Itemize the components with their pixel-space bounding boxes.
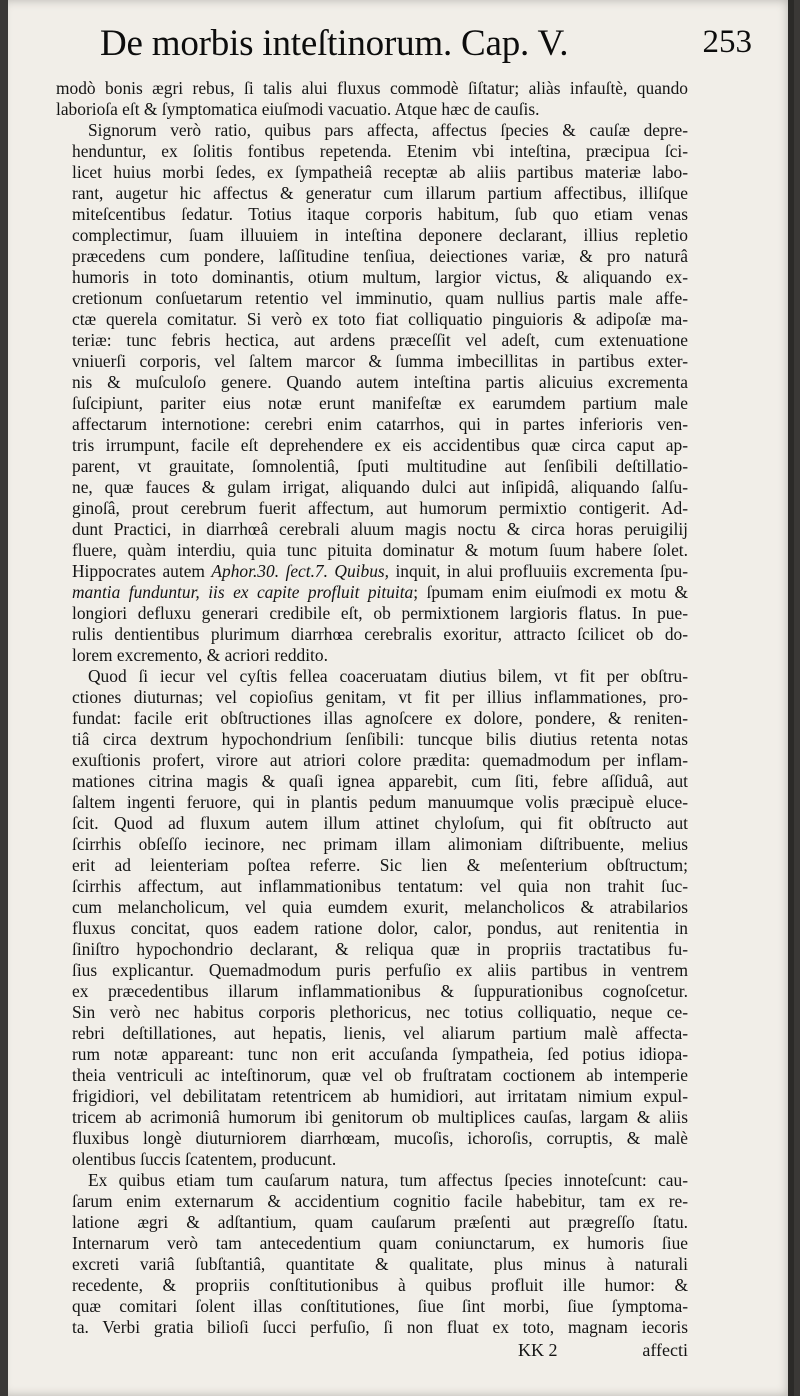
text-line: ſcit. Quod ad fluxum autem illum attinet chyloſum, qui fit obſtructo aut	[72, 813, 688, 833]
page-number: 253	[702, 24, 752, 60]
running-title: De morbis inteſtinorum. Cap. V.	[100, 23, 569, 64]
text-line: ex præcedentibus illarum inflammationibus & ſuppurationibus cognoſcetur.	[72, 981, 688, 1001]
body-text	[56, 78, 688, 1338]
text-line: fundat: facile erit obſtructiones illas agnoſcere ex dolore, pondere, & reniten-	[72, 708, 688, 728]
text-line: latione ægri & adſtantium, quam cauſarum præſenti aut prægreſſo ſtatu.	[72, 1212, 688, 1232]
text-line: Sin verò nec habitus corporis plethoricus, nec totius colliquatio, neque ce-	[72, 1002, 688, 1022]
text-line: Quod ſi iecur vel cyſtis fellea coaceruatam diutius bilem, vt fit per obſtru-	[88, 666, 688, 686]
text-line: tiâ circa dextrum hypochondrium ſenſibili: tuncque bilis diutius retenta notas	[72, 729, 688, 749]
text-line: parent, vt grauitate, ſomnolentiâ, ſputi multitudine aut ſenſibili deſtillatio-	[72, 456, 688, 476]
text-line: frigidiori, vel debilitatam retentricem ab humidiori, aut irritatam nimium expul-	[72, 1086, 688, 1106]
text-line: tris irrumpunt, facile eſt deprehendere ex eis accidentibus quæ circa caput ap-	[72, 435, 688, 455]
text-line: ſaltem ingenti feruore, qui in plantis pedum manuumque volis præcipuè eluce-	[72, 792, 688, 812]
page-footer	[56, 1340, 688, 1366]
text-line: ſcirrhis obſeſſo iecinore, nec primam illam alimoniam diſtribuente, melius	[72, 834, 688, 854]
italic-text: Aphor.30. ſect.7. Quibus,	[211, 561, 390, 581]
text-line: ginoſâ, prout cerebrum fuerit affectum, aut humorum permixtio contigerit. Ad-	[72, 498, 688, 518]
text-line: theia ventriculi ac inteſtinorum, quæ vel ob fruſtratam coctionem ab intemperie	[72, 1065, 688, 1085]
page-edge-shadow	[788, 0, 794, 1396]
text-line: ſuſcipiunt, pariter eius notæ erunt manifeſtæ ex earumdem partium male	[72, 393, 688, 413]
text-line: recedente, & propriis conſtitutionibus à quibus profluit ille humor: &	[72, 1275, 688, 1295]
paragraph	[56, 78, 688, 120]
text-line: humoris in toto dominantis, otium multum, largior victus, & aliquando ex-	[72, 267, 688, 287]
text-line: olentibus ſuccis ſcatentem, producunt.	[72, 1149, 337, 1169]
text-line: licet huius morbi ſedes, ex ſympatheiâ receptæ ab aliis partibus materiæ labo-	[72, 162, 688, 182]
text-line: ſius explicantur. Quemadmodum puris perfuſio ex aliis partibus in ventrem	[72, 960, 688, 980]
text-line: rant, augetur hic affectus & generatur cum illarum partium affectibus, illiſque	[72, 183, 688, 203]
text-line: henduntur, ex ſolitis fontibus repetenda. Etenim vbi inteſtina, præcipua ſci-	[72, 141, 688, 161]
signature-mark: KK 2	[518, 1340, 558, 1360]
catchword: affecti	[642, 1340, 688, 1360]
text-line: laborioſa eſt & ſymptomatica eiuſmodi vacuatio. Atque hæc de cauſis.	[56, 99, 540, 119]
text-line: præcedens cum pondere, laſſitudine tenſiua, deiectiones variæ, & pro naturâ	[72, 246, 688, 266]
paragraph	[56, 1170, 688, 1338]
text-line: fluxus concitat, quos eadem ratione dolor, calor, pondus, aut renitentia in	[72, 918, 688, 938]
text-line: complectimur, ſuam illuuiem in inteſtina deponere declarant, illius repletio	[72, 225, 688, 245]
text-line: nis & muſculoſo genere. Quando autem inteſtina partis alicuius excrementa	[72, 372, 688, 392]
text-line: vniuerſi corporis, vel ſaltem marcor & ſumma imbecillitas in partibus exter-	[72, 351, 688, 371]
italic-text: mantia funduntur, iis ex capite profluit pituita	[72, 582, 414, 602]
text-line: Signorum verò ratio, quibus pars affecta, affectus ſpecies & cauſæ depre-	[88, 120, 688, 140]
text-line: mantia funduntur, iis ex capite profluit pituita; ſpumam enim eiuſmodi ex motu &	[72, 582, 688, 602]
page-header	[100, 22, 760, 72]
text-line: cum melancholicum, vel quia eumdem exurit, melancholicos & atrabilarios	[72, 897, 688, 917]
text-line: Ex quibus etiam tum cauſarum natura, tum affectus ſpecies innoteſcunt: cau-	[88, 1170, 688, 1190]
text-line: miteſcentibus ſedatur. Totius itaque corporis habitum, ſub quo etiam venas	[72, 204, 688, 224]
text-line: excreti variâ ſubſtantiâ, quantitate & qualitate, plus minus à naturali	[72, 1254, 688, 1274]
book-page	[8, 0, 794, 1396]
text-line: fluere, quàm interdiu, quia tunc pituita dominatur & motum ſuum habere ſolet.	[72, 540, 688, 560]
text-line: ſarum enim externarum & accidentium cognitio facile habebitur, tam ex re-	[72, 1191, 688, 1211]
text-line: ſiniſtro hypochondrio declarant, & reliqua quæ in propriis tractatibus fu-	[72, 939, 688, 959]
text-line: rulis dentientibus plurimum diarrhœa cerebralis exoritur, attracto ſcilicet ob do-	[72, 624, 688, 644]
text-line: fluxibus longè diuturniorem diarrhœam, mucoſis, ichoroſis, corruptis, & malè	[72, 1128, 688, 1148]
text-line: erit ad leienteriam poſtea referre. Sic lien & meſenterium obſtructum;	[72, 855, 688, 875]
paragraph	[56, 120, 688, 666]
text-line: exuſtionis profert, virore aut atriori colore prædita: quemadmodum per inflam-	[72, 750, 688, 770]
text-line: longiori defluxu generari credibile eſt, ob permixtionem largioris flatus. In pue-	[72, 603, 688, 623]
text-line: affectarum internotione: cerebri enim catarrhos, qui in partes inferioris ven-	[72, 414, 688, 434]
text-line: ſcirrhis affectum, aut inflammationibus tentatum: vel quia non trahit ſuc-	[72, 876, 688, 896]
text-line: ctæ querela comitatur. Si verò ex toto fiat colliquatio pinguioris & adipoſæ ma-	[72, 309, 688, 329]
text-line: ctiones diuturnas; vel copioſius genitam, vt fit per illius inflammationes, pro-	[72, 687, 688, 707]
text-line: ne, quæ fauces & gulam irrigat, aliquando dulci aut inſipidâ, aliquando ſalſu-	[72, 477, 688, 497]
text-line: rebri deſtillationes, aut hepatis, lienis, vel aliarum partium malè affecta-	[72, 1023, 688, 1043]
text-line: lorem excremento, & acriori reddito.	[72, 645, 328, 665]
text-line: quæ comitari ſolent illas conſtitutiones, ſiue ſint morbi, ſiue ſymptoma-	[72, 1296, 688, 1316]
text-line: mationes citrina magis & quaſi ignea apparebit, cum ſiti, febre aſſiduâ, aut	[72, 771, 688, 791]
text-line: Hippocrates autem Aphor.30. ſect.7. Quibus, inquit, in alui profluuiis excrementa ſpu-	[72, 561, 688, 581]
text-line: cretionum conſuetarum retentio vel imminutio, quam nullius partis male affe-	[72, 288, 688, 308]
paragraph	[56, 666, 688, 1170]
text-line: ta. Verbi gratia bilioſi ſucci perfuſio, ſi non fluat ex toto, magnam iecoris	[72, 1317, 688, 1337]
text-line: Internarum verò tam antecedentium quam coniunctarum, ex humoris ſiue	[72, 1233, 688, 1253]
text-line: dunt Practici, in diarrhœâ cerebrali aluum magis noctu & circa horas peruigilij	[72, 519, 688, 539]
text-line: modò bonis ægri rebus, ſi talis alui fluxus commodè ſiſtatur; aliàs infauſtè, quando	[56, 78, 688, 98]
text-line: teriæ: tunc febris hectica, aut ardens præceſſit vel adeſt, cum extenuatione	[72, 330, 688, 350]
text-line: rum notæ appareant: tunc non erit accuſanda ſympatheia, ſed potius idiopa-	[72, 1044, 688, 1064]
text-line: tricem ab acrimoniâ humorum ibi genitorum ob multiplices cauſas, largam & aliis	[72, 1107, 688, 1127]
